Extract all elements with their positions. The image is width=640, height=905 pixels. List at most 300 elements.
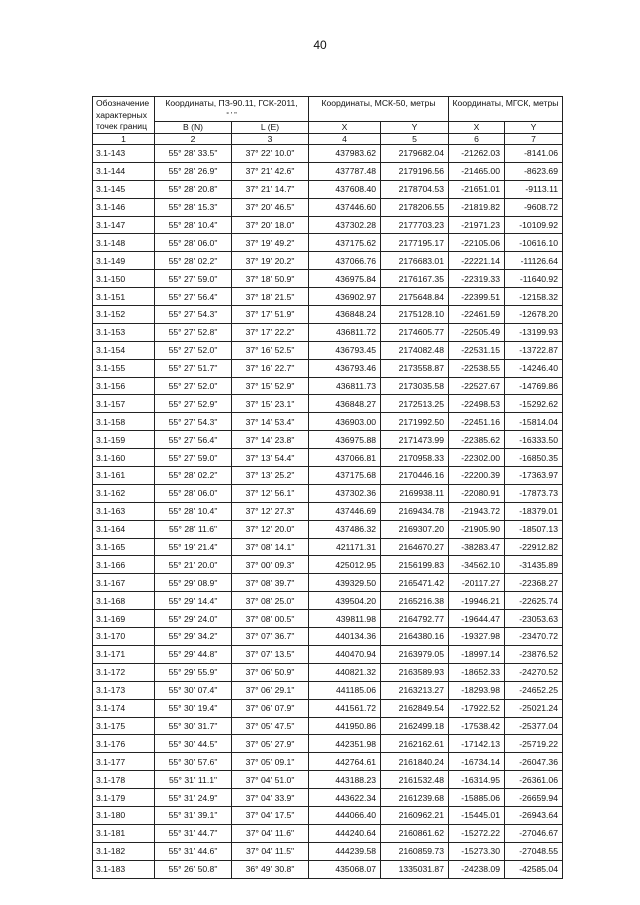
cell-y-msk: 2177703.23 — [381, 216, 449, 234]
cell-y-msk: 2175128.10 — [381, 306, 449, 324]
cell-latitude-b: 55° 28' 06.0" — [155, 234, 232, 252]
table-row — [93, 198, 563, 216]
cell-y-msk: 2169307.20 — [381, 520, 449, 538]
cell-latitude-b: 55° 27' 52.0" — [155, 341, 232, 359]
cell-x-mgsk: -15272.22 — [449, 824, 505, 842]
cell-point-id: 3.1-158 — [93, 413, 155, 431]
column-number: 6 — [449, 134, 505, 145]
cell-x-mgsk: -19327.98 — [449, 628, 505, 646]
cell-point-id: 3.1-156 — [93, 377, 155, 395]
cell-y-mgsk: -15814.04 — [505, 413, 563, 431]
table-row — [93, 574, 563, 592]
cell-x-msk: 444066.40 — [309, 806, 381, 824]
cell-latitude-b: 55° 27' 56.4" — [155, 431, 232, 449]
cell-point-id: 3.1-176 — [93, 735, 155, 753]
cell-x-mgsk: -24238.09 — [449, 860, 505, 878]
cell-x-mgsk: -22385.62 — [449, 431, 505, 449]
cell-x-mgsk: -15445.01 — [449, 806, 505, 824]
cell-y-mgsk: -22368.27 — [505, 574, 563, 592]
cell-point-id: 3.1-150 — [93, 270, 155, 288]
cell-x-msk: 439811.98 — [309, 610, 381, 628]
cell-y-mgsk: -11640.92 — [505, 270, 563, 288]
cell-longitude-l: 37° 16' 52.5" — [232, 341, 309, 359]
cell-x-msk: 421171.31 — [309, 538, 381, 556]
cell-longitude-l: 37° 06' 29.1" — [232, 681, 309, 699]
cell-x-msk: 439504.20 — [309, 592, 381, 610]
cell-x-msk: 439329.50 — [309, 574, 381, 592]
cell-point-id: 3.1-178 — [93, 771, 155, 789]
cell-y-mgsk: -31435.89 — [505, 556, 563, 574]
cell-y-mgsk: -13199.93 — [505, 323, 563, 341]
cell-point-id: 3.1-151 — [93, 288, 155, 306]
cell-y-msk: 2164792.77 — [381, 610, 449, 628]
cell-latitude-b: 55° 27' 54.3" — [155, 306, 232, 324]
cell-latitude-b: 55° 27' 59.0" — [155, 449, 232, 467]
cell-y-msk: 2160962.21 — [381, 806, 449, 824]
cell-x-msk: 436848.27 — [309, 395, 381, 413]
cell-point-id: 3.1-154 — [93, 341, 155, 359]
cell-x-msk: 436975.84 — [309, 270, 381, 288]
cell-point-id: 3.1-174 — [93, 699, 155, 717]
cell-point-id: 3.1-148 — [93, 234, 155, 252]
header-y-msk: Y — [381, 122, 449, 134]
cell-x-mgsk: -22538.55 — [449, 359, 505, 377]
cell-latitude-b: 55° 30' 57.6" — [155, 753, 232, 771]
cell-x-mgsk: -15885.06 — [449, 789, 505, 807]
cell-x-msk: 437983.62 — [309, 145, 381, 163]
cell-point-id: 3.1-170 — [93, 628, 155, 646]
cell-y-msk: 2163589.93 — [381, 663, 449, 681]
cell-y-mgsk: -24652.25 — [505, 681, 563, 699]
table-row — [93, 234, 563, 252]
column-numbers-row — [93, 134, 563, 145]
table-row — [93, 413, 563, 431]
cell-longitude-l: 37° 04' 11.5" — [232, 842, 309, 860]
cell-x-msk: 437446.60 — [309, 198, 381, 216]
cell-longitude-l: 37° 07' 13.5" — [232, 645, 309, 663]
column-number: 4 — [309, 134, 381, 145]
cell-y-msk: 2178206.55 — [381, 198, 449, 216]
cell-latitude-b: 55° 31' 11.1" — [155, 771, 232, 789]
cell-x-mgsk: -22498.53 — [449, 395, 505, 413]
table-row — [93, 270, 563, 288]
cell-point-id: 3.1-162 — [93, 484, 155, 502]
table-row — [93, 860, 563, 878]
table-row — [93, 628, 563, 646]
cell-x-msk: 436811.73 — [309, 377, 381, 395]
table-row — [93, 806, 563, 824]
cell-latitude-b: 55° 28' 06.0" — [155, 484, 232, 502]
cell-y-msk: 2161532.48 — [381, 771, 449, 789]
cell-y-msk: 2177195.17 — [381, 234, 449, 252]
cell-latitude-b: 55° 30' 44.5" — [155, 735, 232, 753]
cell-y-msk: 2160861.62 — [381, 824, 449, 842]
cell-point-id: 3.1-169 — [93, 610, 155, 628]
cell-x-mgsk: -19946.21 — [449, 592, 505, 610]
cell-x-mgsk: -22080.91 — [449, 484, 505, 502]
cell-latitude-b: 55° 27' 52.8" — [155, 323, 232, 341]
cell-x-mgsk: -21905.90 — [449, 520, 505, 538]
cell-point-id: 3.1-145 — [93, 180, 155, 198]
cell-latitude-b: 55° 31' 44.6" — [155, 842, 232, 860]
cell-x-mgsk: -22451.16 — [449, 413, 505, 431]
cell-y-msk: 2176167.35 — [381, 270, 449, 288]
table-row — [93, 663, 563, 681]
cell-y-mgsk: -17363.97 — [505, 467, 563, 485]
cell-x-mgsk: -22302.00 — [449, 449, 505, 467]
cell-x-mgsk: -21819.82 — [449, 198, 505, 216]
cell-point-id: 3.1-147 — [93, 216, 155, 234]
table-row — [93, 699, 563, 717]
cell-x-msk: 440134.36 — [309, 628, 381, 646]
cell-x-msk: 437066.76 — [309, 252, 381, 270]
cell-y-msk: 1335031.87 — [381, 860, 449, 878]
cell-x-mgsk: -38283.47 — [449, 538, 505, 556]
cell-longitude-l: 37° 16' 22.7" — [232, 359, 309, 377]
cell-y-msk: 2164380.16 — [381, 628, 449, 646]
cell-x-mgsk: -17538.42 — [449, 717, 505, 735]
cell-y-mgsk: -9608.72 — [505, 198, 563, 216]
cell-y-msk: 2160859.73 — [381, 842, 449, 860]
cell-y-msk: 2178704.53 — [381, 180, 449, 198]
cell-x-msk: 425012.95 — [309, 556, 381, 574]
header-group-pz-units: ° ' " — [226, 112, 237, 119]
cell-longitude-l: 37° 06' 07.9" — [232, 699, 309, 717]
cell-longitude-l: 37° 20' 18.0" — [232, 216, 309, 234]
cell-y-msk: 2170958.33 — [381, 449, 449, 467]
cell-longitude-l: 37° 15' 52.9" — [232, 377, 309, 395]
cell-y-msk: 2171992.50 — [381, 413, 449, 431]
cell-x-msk: 441561.72 — [309, 699, 381, 717]
cell-x-mgsk: -22505.49 — [449, 323, 505, 341]
cell-latitude-b: 55° 27' 59.0" — [155, 270, 232, 288]
cell-y-msk: 2179682.04 — [381, 145, 449, 163]
cell-x-msk: 444240.64 — [309, 824, 381, 842]
cell-y-mgsk: -27046.67 — [505, 824, 563, 842]
cell-x-mgsk: -21971.23 — [449, 216, 505, 234]
cell-longitude-l: 36° 49' 30.8" — [232, 860, 309, 878]
column-number: 5 — [381, 134, 449, 145]
table-row — [93, 771, 563, 789]
cell-x-msk: 443622.34 — [309, 789, 381, 807]
cell-point-id: 3.1-181 — [93, 824, 155, 842]
cell-x-mgsk: -34562.10 — [449, 556, 505, 574]
cell-y-mgsk: -12158.32 — [505, 288, 563, 306]
cell-latitude-b: 55° 29' 08.9" — [155, 574, 232, 592]
cell-x-msk: 436793.45 — [309, 341, 381, 359]
table-row — [93, 717, 563, 735]
cell-x-mgsk: -16734.14 — [449, 753, 505, 771]
cell-latitude-b: 55° 28' 10.4" — [155, 502, 232, 520]
header-y-mgsk: Y — [505, 122, 563, 134]
column-number: 1 — [93, 134, 155, 145]
cell-y-mgsk: -17873.73 — [505, 484, 563, 502]
cell-latitude-b: 55° 28' 33.5" — [155, 145, 232, 163]
cell-point-id: 3.1-177 — [93, 753, 155, 771]
column-number: 7 — [505, 134, 563, 145]
table-row — [93, 145, 563, 163]
table-row — [93, 216, 563, 234]
cell-point-id: 3.1-171 — [93, 645, 155, 663]
cell-y-mgsk: -10109.92 — [505, 216, 563, 234]
table-header — [93, 97, 563, 145]
cell-y-mgsk: -18379.01 — [505, 502, 563, 520]
cell-y-msk: 2176683.01 — [381, 252, 449, 270]
table-row — [93, 502, 563, 520]
table-row — [93, 753, 563, 771]
cell-x-mgsk: -18293.98 — [449, 681, 505, 699]
cell-y-mgsk: -10616.10 — [505, 234, 563, 252]
table-row — [93, 162, 563, 180]
header-group-pz — [155, 97, 309, 122]
cell-x-mgsk: -18997.14 — [449, 645, 505, 663]
coordinates-table — [92, 96, 563, 879]
table-row — [93, 789, 563, 807]
cell-x-msk: 435068.07 — [309, 860, 381, 878]
cell-longitude-l: 37° 14' 53.4" — [232, 413, 309, 431]
cell-longitude-l: 37° 12' 20.0" — [232, 520, 309, 538]
cell-point-id: 3.1-179 — [93, 789, 155, 807]
cell-x-msk: 440821.32 — [309, 663, 381, 681]
cell-y-msk: 2169434.78 — [381, 502, 449, 520]
cell-longitude-l: 37° 18' 50.9" — [232, 270, 309, 288]
cell-point-id: 3.1-173 — [93, 681, 155, 699]
cell-x-msk: 437066.81 — [309, 449, 381, 467]
cell-x-msk: 443188.23 — [309, 771, 381, 789]
cell-y-mgsk: -25719.22 — [505, 735, 563, 753]
table-row — [93, 377, 563, 395]
cell-y-msk: 2174082.48 — [381, 341, 449, 359]
cell-longitude-l: 37° 08' 00.5" — [232, 610, 309, 628]
cell-longitude-l: 37° 00' 09.3" — [232, 556, 309, 574]
cell-point-id: 3.1-161 — [93, 467, 155, 485]
cell-latitude-b: 55° 28' 02.2" — [155, 252, 232, 270]
cell-latitude-b: 55° 28' 10.4" — [155, 216, 232, 234]
cell-x-mgsk: -22399.51 — [449, 288, 505, 306]
cell-y-mgsk: -26361.06 — [505, 771, 563, 789]
cell-latitude-b: 55° 30' 07.4" — [155, 681, 232, 699]
cell-x-mgsk: -21262.03 — [449, 145, 505, 163]
cell-y-msk: 2174605.77 — [381, 323, 449, 341]
cell-latitude-b: 55° 19' 21.4" — [155, 538, 232, 556]
header-x-mgsk: X — [449, 122, 505, 134]
cell-longitude-l: 37° 06' 50.9" — [232, 663, 309, 681]
cell-latitude-b: 55° 27' 56.4" — [155, 288, 232, 306]
cell-y-msk: 2162849.54 — [381, 699, 449, 717]
cell-x-mgsk: -17922.52 — [449, 699, 505, 717]
cell-point-id: 3.1-160 — [93, 449, 155, 467]
table-row — [93, 735, 563, 753]
cell-longitude-l: 37° 04' 33.9" — [232, 789, 309, 807]
cell-latitude-b: 55° 29' 55.9" — [155, 663, 232, 681]
cell-y-msk: 2164670.27 — [381, 538, 449, 556]
cell-point-id: 3.1-157 — [93, 395, 155, 413]
cell-y-msk: 2171473.99 — [381, 431, 449, 449]
table-body — [93, 145, 563, 879]
cell-x-mgsk: -22319.33 — [449, 270, 505, 288]
cell-y-mgsk: -13722.87 — [505, 341, 563, 359]
cell-latitude-b: 55° 27' 52.0" — [155, 377, 232, 395]
cell-x-msk: 436903.00 — [309, 413, 381, 431]
cell-point-id: 3.1-152 — [93, 306, 155, 324]
table-row — [93, 323, 563, 341]
cell-longitude-l: 37° 18' 21.5" — [232, 288, 309, 306]
cell-latitude-b: 55° 21' 20.0" — [155, 556, 232, 574]
cell-y-mgsk: -22912.82 — [505, 538, 563, 556]
cell-y-msk: 2169938.11 — [381, 484, 449, 502]
header-group-msk: Координаты, МСК-50, метры — [309, 97, 449, 122]
cell-x-mgsk: -22531.15 — [449, 341, 505, 359]
cell-latitude-b: 55° 28' 02.2" — [155, 467, 232, 485]
cell-point-id: 3.1-146 — [93, 198, 155, 216]
cell-y-msk: 2165471.42 — [381, 574, 449, 592]
table-row — [93, 842, 563, 860]
cell-x-msk: 437302.36 — [309, 484, 381, 502]
header-x-msk: X — [309, 122, 381, 134]
cell-longitude-l: 37° 04' 51.0" — [232, 771, 309, 789]
cell-x-msk: 437175.62 — [309, 234, 381, 252]
cell-y-mgsk: -23053.63 — [505, 610, 563, 628]
cell-x-mgsk: -22200.39 — [449, 467, 505, 485]
cell-x-msk: 437175.68 — [309, 467, 381, 485]
cell-longitude-l: 37° 14' 23.8" — [232, 431, 309, 449]
cell-latitude-b: 55° 29' 44.8" — [155, 645, 232, 663]
cell-longitude-l: 37° 21' 42.6" — [232, 162, 309, 180]
cell-longitude-l: 37° 12' 56.1" — [232, 484, 309, 502]
cell-x-msk: 441185.06 — [309, 681, 381, 699]
cell-y-mgsk: -26943.64 — [505, 806, 563, 824]
cell-x-mgsk: -15273.30 — [449, 842, 505, 860]
cell-point-id: 3.1-168 — [93, 592, 155, 610]
table-row — [93, 645, 563, 663]
cell-x-mgsk: -21943.72 — [449, 502, 505, 520]
cell-latitude-b: 55° 31' 24.9" — [155, 789, 232, 807]
cell-y-mgsk: -26047.36 — [505, 753, 563, 771]
cell-y-msk: 2162162.61 — [381, 735, 449, 753]
cell-x-msk: 442764.61 — [309, 753, 381, 771]
header-group-mgsk: Координаты, МГСК, метры — [449, 97, 563, 122]
cell-point-id: 3.1-159 — [93, 431, 155, 449]
cell-y-mgsk: -22625.74 — [505, 592, 563, 610]
cell-y-msk: 2161239.68 — [381, 789, 449, 807]
cell-point-id: 3.1-175 — [93, 717, 155, 735]
cell-x-msk: 437787.48 — [309, 162, 381, 180]
cell-x-msk: 436793.46 — [309, 359, 381, 377]
header-l: L (E) — [232, 122, 309, 134]
cell-x-mgsk: -21465.00 — [449, 162, 505, 180]
cell-latitude-b: 55° 31' 44.7" — [155, 824, 232, 842]
cell-y-msk: 2163979.05 — [381, 645, 449, 663]
cell-longitude-l: 37° 15' 23.1" — [232, 395, 309, 413]
cell-x-mgsk: -22105.06 — [449, 234, 505, 252]
cell-x-msk: 442351.98 — [309, 735, 381, 753]
cell-x-mgsk: -17142.13 — [449, 735, 505, 753]
cell-latitude-b: 55° 28' 26.9" — [155, 162, 232, 180]
cell-longitude-l: 37° 04' 11.6" — [232, 824, 309, 842]
table-row — [93, 556, 563, 574]
cell-latitude-b: 55° 29' 34.2" — [155, 628, 232, 646]
cell-x-msk: 436902.97 — [309, 288, 381, 306]
cell-y-mgsk: -18507.13 — [505, 520, 563, 538]
cell-y-mgsk: -14246.40 — [505, 359, 563, 377]
cell-latitude-b: 55° 27' 51.7" — [155, 359, 232, 377]
table-row — [93, 252, 563, 270]
table-row — [93, 306, 563, 324]
cell-longitude-l: 37° 04' 17.5" — [232, 806, 309, 824]
cell-longitude-l: 37° 20' 46.5" — [232, 198, 309, 216]
header-b: B (N) — [155, 122, 232, 134]
cell-y-mgsk: -25377.04 — [505, 717, 563, 735]
cell-x-msk: 436848.24 — [309, 306, 381, 324]
table-row — [93, 180, 563, 198]
cell-y-mgsk: -25021.24 — [505, 699, 563, 717]
cell-y-mgsk: -42585.04 — [505, 860, 563, 878]
cell-x-mgsk: -21651.01 — [449, 180, 505, 198]
table-row — [93, 610, 563, 628]
cell-x-mgsk: -18652.33 — [449, 663, 505, 681]
cell-latitude-b: 55° 27' 52.9" — [155, 395, 232, 413]
cell-y-mgsk: -24270.52 — [505, 663, 563, 681]
cell-y-mgsk: -8623.69 — [505, 162, 563, 180]
cell-point-id: 3.1-143 — [93, 145, 155, 163]
cell-latitude-b: 55° 26' 50.8" — [155, 860, 232, 878]
cell-point-id: 3.1-153 — [93, 323, 155, 341]
cell-latitude-b: 55° 30' 19.4" — [155, 699, 232, 717]
cell-point-id: 3.1-164 — [93, 520, 155, 538]
cell-longitude-l: 37° 17' 22.2" — [232, 323, 309, 341]
cell-x-mgsk: -19644.47 — [449, 610, 505, 628]
cell-point-id: 3.1-144 — [93, 162, 155, 180]
cell-longitude-l: 37° 19' 20.2" — [232, 252, 309, 270]
cell-x-msk: 444239.58 — [309, 842, 381, 860]
table-row — [93, 449, 563, 467]
cell-point-id: 3.1-172 — [93, 663, 155, 681]
cell-point-id: 3.1-183 — [93, 860, 155, 878]
cell-point-id: 3.1-165 — [93, 538, 155, 556]
cell-x-msk: 437486.32 — [309, 520, 381, 538]
cell-y-msk: 2172513.25 — [381, 395, 449, 413]
cell-longitude-l: 37° 08' 25.0" — [232, 592, 309, 610]
cell-latitude-b: 55° 28' 20.8" — [155, 180, 232, 198]
cell-longitude-l: 37° 12' 27.3" — [232, 502, 309, 520]
cell-x-mgsk: -22221.14 — [449, 252, 505, 270]
cell-longitude-l: 37° 13' 54.4" — [232, 449, 309, 467]
cell-y-mgsk: -16850.35 — [505, 449, 563, 467]
table-row — [93, 395, 563, 413]
cell-longitude-l: 37° 07' 36.7" — [232, 628, 309, 646]
cell-x-msk: 436811.72 — [309, 323, 381, 341]
cell-y-mgsk: -23876.52 — [505, 645, 563, 663]
cell-y-mgsk: -8141.06 — [505, 145, 563, 163]
cell-point-id: 3.1-182 — [93, 842, 155, 860]
cell-x-mgsk: -22461.59 — [449, 306, 505, 324]
cell-x-mgsk: -16314.95 — [449, 771, 505, 789]
column-number: 2 — [155, 134, 232, 145]
cell-x-msk: 437302.28 — [309, 216, 381, 234]
table-row — [93, 681, 563, 699]
cell-y-msk: 2173035.58 — [381, 377, 449, 395]
table-row — [93, 341, 563, 359]
cell-longitude-l: 37° 21' 14.7" — [232, 180, 309, 198]
cell-point-id: 3.1-163 — [93, 502, 155, 520]
cell-y-msk: 2156199.83 — [381, 556, 449, 574]
cell-point-id: 3.1-149 — [93, 252, 155, 270]
cell-latitude-b: 55° 30' 31.7" — [155, 717, 232, 735]
cell-y-mgsk: -14769.86 — [505, 377, 563, 395]
cell-longitude-l: 37° 17' 51.9" — [232, 306, 309, 324]
cell-y-msk: 2179196.56 — [381, 162, 449, 180]
cell-longitude-l: 37° 08' 14.1" — [232, 538, 309, 556]
